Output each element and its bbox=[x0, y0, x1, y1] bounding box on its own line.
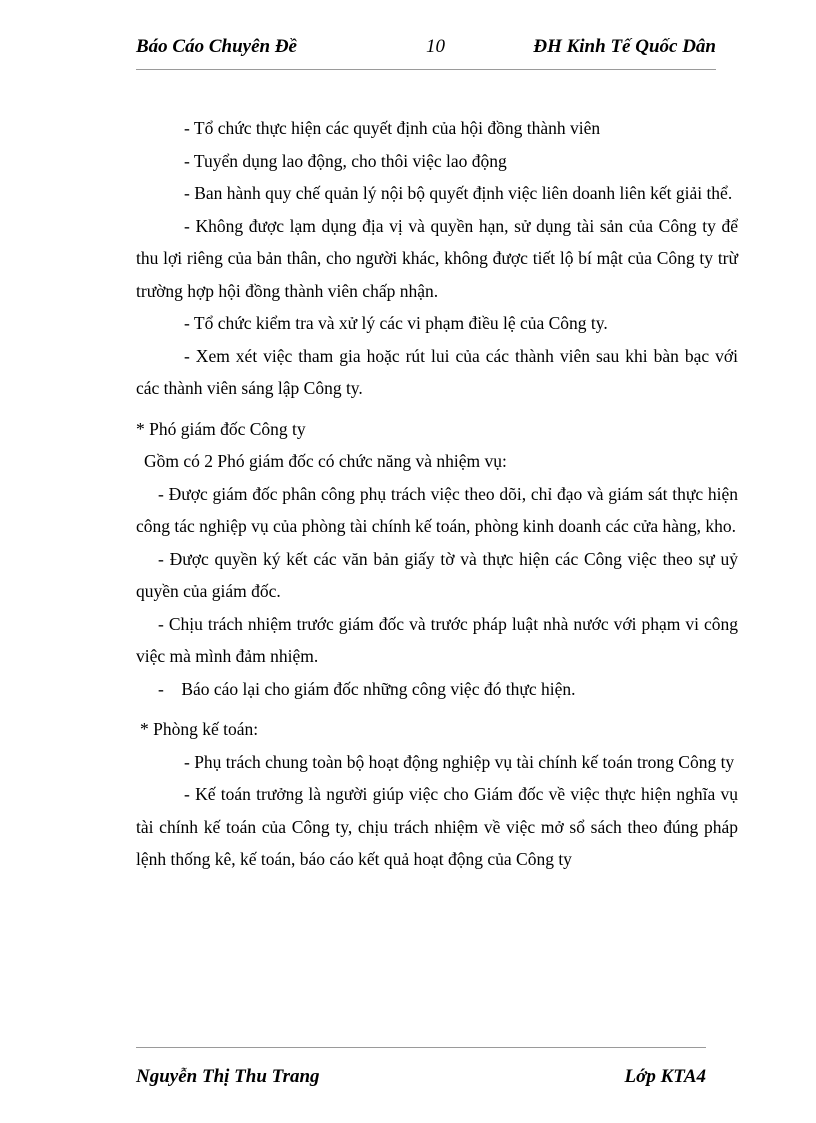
paragraph: - Báo cáo lại cho giám đốc những công việc đó thực hiện. bbox=[158, 678, 576, 699]
footer-author: Nguyễn Thị Thu Trang bbox=[136, 1066, 320, 1087]
footer-divider bbox=[136, 1047, 706, 1048]
paragraph: - Được giám đốc phân công phụ trách việc theo dõi, chỉ đạo và giám sát thực hiện công tác nghiệp vụ của phòng tài chính kế toán, phòng kinh doanh các cửa hàng, kho. bbox=[136, 483, 738, 536]
paragraph: - Tổ chức kiểm tra và xử lý các vi phạm điều lệ của Công ty. bbox=[184, 313, 608, 333]
paragraph: Gồm có 2 Phó giám đốc có chức năng và nhiệm vụ: bbox=[144, 451, 507, 471]
header-report-title: Báo Cáo Chuyên Đề bbox=[136, 36, 297, 57]
paragraph: - Ban hành quy chế quản lý nội bộ quyết định việc liên doanh liên kết giải thể. bbox=[184, 183, 733, 203]
paragraph: - Tuyển dụng lao động, cho thôi việc lao động bbox=[184, 150, 507, 171]
section-heading-deputy-director: * Phó giám đốc Công ty bbox=[136, 418, 306, 439]
header-divider bbox=[136, 69, 716, 70]
document-body bbox=[136, 112, 738, 876]
paragraph: - Kế toán trưởng là người giúp việc cho Giám đốc về việc thực hiện nghĩa vụ tài chính kế toán của Công ty, chịu trách nhiệm về việc mở sổ sách theo đúng pháp lệnh thống kê, kế toán, báo cáo kết quả hoạt động của Công ty bbox=[136, 784, 738, 869]
page-footer bbox=[136, 1066, 706, 1094]
paragraph: - Phụ trách chung toàn bộ hoạt động nghiệp vụ tài chính kế toán trong Công ty bbox=[184, 751, 735, 772]
section-heading-accounting: * Phòng kế toán: bbox=[140, 719, 259, 739]
paragraph: - Xem xét việc tham gia hoặc rút lui của các thành viên sau khi bàn bạc với các thành viên sáng lập Công ty. bbox=[136, 345, 738, 398]
paragraph: - Không được lạm dụng địa vị và quyền hạn, sử dụng tài sản của Công ty để thu lợi riêng của bản thân, cho người khác, không được tiết lộ bí mật của Công ty trừ trường hợp hội đồng thành viên chấp nhận. bbox=[136, 215, 738, 301]
page-header bbox=[136, 36, 716, 64]
paragraph: - Tổ chức thực hiện các quyết định của hội đồng thành viên bbox=[184, 118, 601, 138]
header-university: ĐH Kinh Tế Quốc Dân bbox=[533, 36, 716, 57]
page-number: 10 bbox=[426, 36, 445, 57]
paragraph: - Được quyền ký kết các văn bản giấy tờ và thực hiện các Công việc theo sự uỷ quyền của giám đốc. bbox=[136, 548, 738, 601]
paragraph: - Chịu trách nhiệm trước giám đốc và trước pháp luật nhà nước với phạm vi công việc mà mình đảm nhiệm. bbox=[136, 613, 738, 666]
footer-class: Lớp KTA4 bbox=[624, 1066, 706, 1087]
